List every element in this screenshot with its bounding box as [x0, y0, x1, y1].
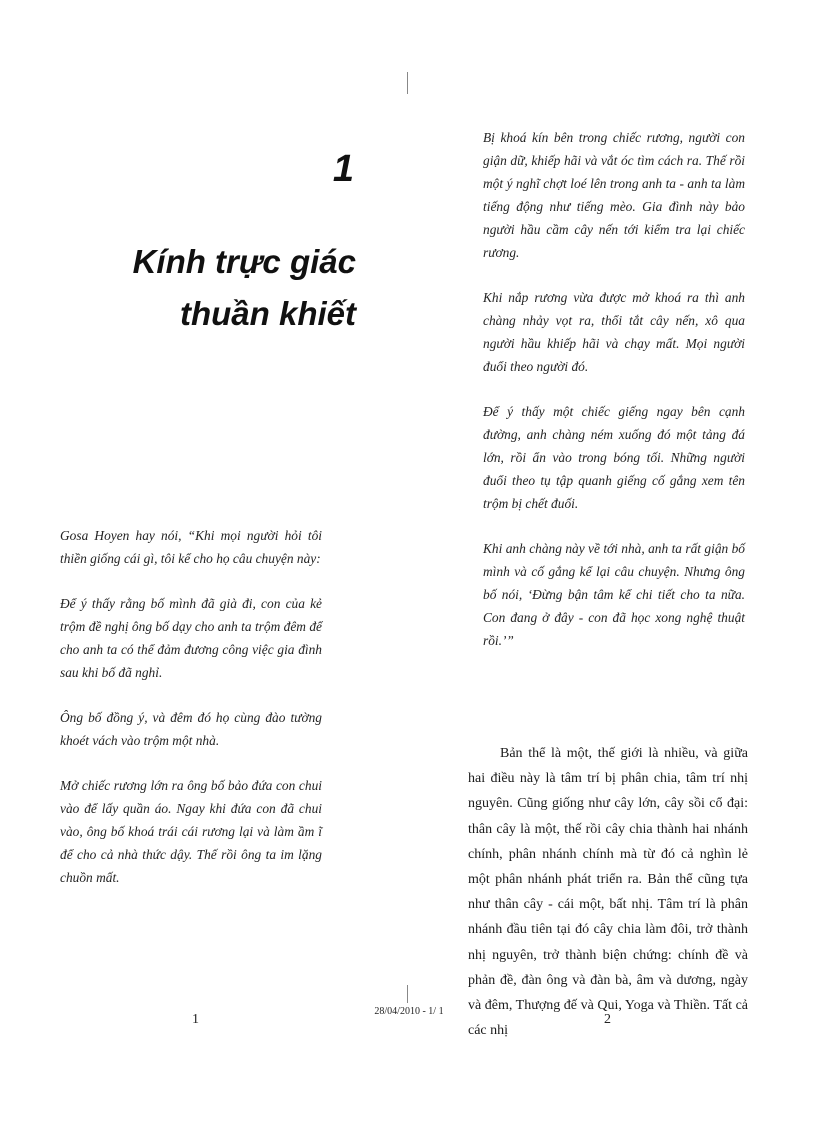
paragraph: Khi anh chàng này về tới nhà, anh ta rất giận bố mình và cố gắng kể lại câu chuyện. Nhưng ông bố nói, ‘Đừng bận tâm kể chi tiết cho ta nữa. Con đang ở đây - con đã học xong nghệ thuật rồi.’”	[483, 541, 745, 648]
page-number-left: 1	[192, 1012, 199, 1027]
chapter-title: Kính trực giác thuần khiết	[132, 243, 356, 332]
paragraph: Gosa Hoyen hay nói, “Khi mọi người hỏi tôi thiền giống cái gì, tôi kể cho họ câu chuyện này:	[60, 528, 322, 566]
paragraph: Mở chiếc rương lớn ra ông bố bảo đứa con chui vào để lấy quần áo. Ngay khi đứa con đã chui vào, ông bố khoá trái cái rương lại và làm ầm ĩ để cho cả nhà thức dậy. Thế rồi ông ta im lặng chuồn mất.	[60, 778, 322, 885]
body-paragraph: Bản thể là một, thế giới là nhiều, và giữa hai điều này là tâm trí bị phân chia, tâm trí nhị nguyên. Cũng giống như cây lớn, cây sồi cổ đại: thân cây là một, thế rồi cây chia thành hai nhánh chính, phân nhánh chính mà từ đó cả nghìn lẻ một phân nhánh phát triển ra. Bản thể cũng tựa như thân cây - cái một, bất nhị. Tâm trí là phân nhánh đầu tiên tại đó cây chia làm đôi, trở thành nhị nguyên, trở thành biện chứng: chính đề và phản đề, đàn ông và đàn bà, âm và dương, ngày và đêm, Thượng đế và Qui, Yoga và Thiền. Tất cả các nhị	[468, 746, 748, 1039]
right-column-body	[468, 741, 748, 1043]
paragraph: Bị khoá kín bên trong chiếc rương, người con giận dữ, khiếp hãi và vắt óc tìm cách ra. Thế rồi một ý nghĩ chợt loé lên trong anh ta - anh ta làm tiếng động như tiếng mèo. Gia đình này bảo người hầu cầm cây nến tới kiểm tra lại chiếc rương.	[483, 130, 745, 260]
right-column-story	[483, 126, 745, 674]
gutter-mark-top	[407, 72, 408, 94]
paragraph: Để ý thấy một chiếc giếng ngay bên cạnh đường, anh chàng ném xuống đó một tảng đá lớn, rồi ẩn vào trong bóng tối. Những người đuổi theo tụ tập quanh giếng cố gắng xem tên trộm bị chết đuối.	[483, 404, 745, 511]
page-number-right: 2	[604, 1012, 611, 1027]
paragraph: Ông bố đồng ý, và đêm đó họ cùng đào tường khoét vách vào trộm một nhà.	[60, 710, 322, 748]
chapter-number: 1	[332, 148, 354, 190]
gutter-mark-bottom	[407, 985, 408, 1003]
paragraph: Để ý thấy rằng bố mình đã già đi, con của kẻ trộm đề nghị ông bố dạy cho anh ta trộm đêm để cho anh ta có thể đảm đương công việc gia đình sau khi bố đã nghỉ.	[60, 596, 322, 680]
paragraph: Khi nắp rương vừa được mở khoá ra thì anh chàng nhảy vọt ra, thổi tắt cây nến, xô qua người hầu khiếp hãi và chạy mất. Mọi người đuổi theo người đó.	[483, 290, 745, 374]
date-stamp: 28/04/2010 - 1/ 1	[374, 1006, 444, 1017]
left-column	[60, 524, 322, 911]
